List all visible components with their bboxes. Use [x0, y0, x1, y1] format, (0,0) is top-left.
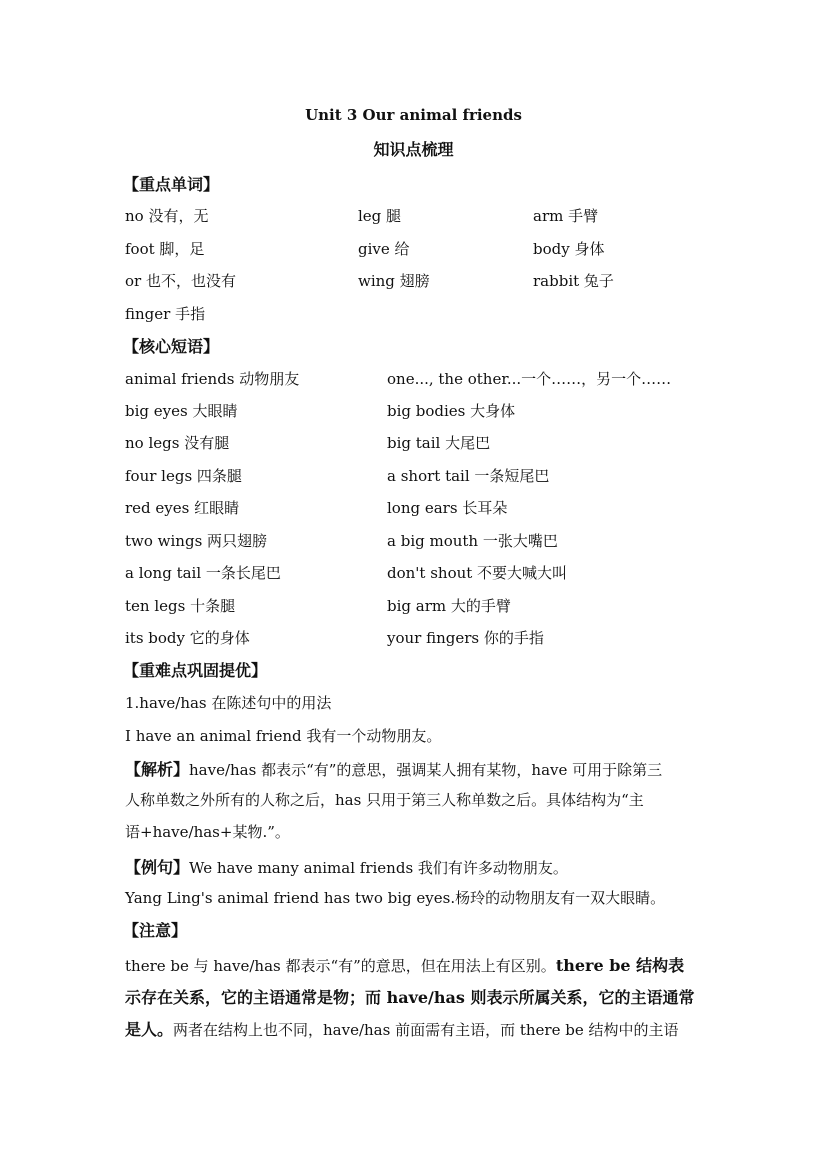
analysis-text: have/has 都表示“有”的意思，强调某人拥有某物，have 可用于除第三 — [189, 761, 663, 779]
phrase-item: ten legs 十条腿 — [125, 597, 236, 615]
phrase-item: a short tail 一条短尾巴 — [387, 467, 550, 485]
analysis-label: 【解析】 — [125, 760, 190, 779]
words-heading: 【重点单词】 — [123, 175, 220, 194]
phrase-item: big eyes 大眼睛 — [125, 402, 238, 420]
analysis-text: 语+have/has+某物.”。 — [125, 823, 290, 841]
word-item: body 身体 — [533, 240, 605, 258]
phrase-item: a long tail 一条长尾巴 — [125, 564, 281, 582]
phrase-item: your fingers 你的手指 — [387, 629, 544, 647]
phrase-item: don't shout 不要大喊大叫 — [387, 564, 568, 582]
word-item: leg 腿 — [358, 207, 402, 225]
note-emphasis: there be 结构表 — [555, 956, 685, 975]
focus-heading: 【重难点巩固提优】 — [123, 661, 268, 680]
note-emphasis: 是人。 — [125, 1020, 174, 1039]
example-line — [125, 855, 705, 878]
note-emphasis: 示存在关系，它的主语通常是物；而 have/has 则表示所属关系，它的主语通常 — [125, 988, 695, 1007]
grammar-point-title: 1.have/has 在陈述句中的用法 — [125, 694, 332, 712]
word-item: wing 翅膀 — [358, 272, 430, 290]
note-heading: 【注意】 — [123, 921, 188, 940]
analysis-line — [125, 757, 705, 780]
note-line — [125, 953, 705, 976]
phrase-item: a big mouth 一张大嘴巴 — [387, 532, 558, 550]
phrase-item: big bodies 大身体 — [387, 402, 516, 420]
document-subtitle: 知识点梳理 — [373, 140, 454, 159]
note-text: 两者在结构上也不同，have/has 前面需有主语，而 there be 结构中的主语 — [173, 1021, 679, 1039]
example-sentence: We have many animal friends 我们有许多动物朋友。 — [189, 859, 568, 877]
note-line — [125, 1017, 705, 1040]
example-sentence: Yang Ling's animal friend has two big eyes.杨玲的动物朋友有一双大眼睛。 — [125, 889, 666, 907]
phrase-item: red eyes 红眼睛 — [125, 499, 240, 517]
word-item: or 也不，也没有 — [125, 272, 236, 290]
note-text: there be 与 have/has 都表示“有”的意思，但在用法上有区别。 — [125, 957, 556, 975]
phrases-heading: 【核心短语】 — [123, 337, 220, 356]
phrase-item: one..., the other...一个……，另一个…… — [387, 370, 672, 388]
phrase-item: its body 它的身体 — [125, 629, 250, 647]
example-label: 【例句】 — [125, 858, 190, 877]
word-item: arm 手臂 — [533, 207, 599, 225]
phrase-item: big tail 大尾巴 — [387, 434, 491, 452]
word-item: give 给 — [358, 240, 410, 258]
phrase-item: animal friends 动物朋友 — [125, 370, 300, 388]
phrase-item: two wings 两只翅膀 — [125, 532, 268, 550]
phrase-item: no legs 没有腿 — [125, 434, 230, 452]
phrase-item: long ears 长耳朵 — [387, 499, 508, 517]
word-item: finger 手指 — [125, 305, 206, 323]
document-title: Unit 3 Our animal friends — [305, 106, 522, 124]
word-item: rabbit 兔子 — [533, 272, 614, 290]
example-sentence: I have an animal friend 我有一个动物朋友。 — [125, 727, 442, 745]
word-item: no 没有，无 — [125, 207, 209, 225]
analysis-text: 人称单数之外所有的人称之后，has 只用于第三人称单数之后。具体结构为“主 — [125, 791, 644, 809]
word-item: foot 脚，足 — [125, 240, 205, 258]
phrase-item: big arm 大的手臂 — [387, 597, 511, 615]
phrase-item: four legs 四条腿 — [125, 467, 242, 485]
